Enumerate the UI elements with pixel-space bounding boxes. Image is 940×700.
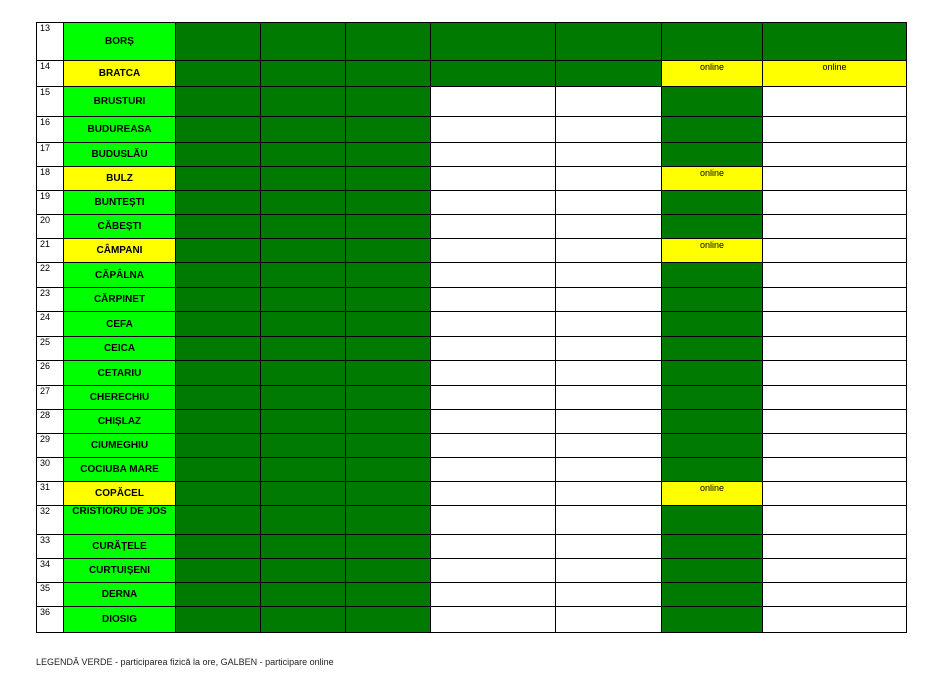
status-cell (556, 23, 662, 61)
online-label: online (699, 62, 725, 72)
status-cell (346, 215, 431, 239)
row-number: 33 (37, 535, 64, 559)
table-row (37, 361, 907, 386)
locality-name: DIOSIG (64, 607, 176, 633)
status-cell (261, 263, 346, 288)
status-cell (556, 263, 662, 288)
status-cell (346, 506, 431, 535)
status-cell (662, 410, 763, 434)
status-cell (176, 23, 261, 61)
table-row (37, 506, 907, 535)
locality-name: CEICA (64, 337, 176, 361)
status-cell (346, 361, 431, 386)
status-cell (346, 167, 431, 191)
online-label: online (699, 483, 725, 493)
status-cell (662, 337, 763, 361)
status-cell (346, 263, 431, 288)
status-cell (261, 23, 346, 61)
status-cell (556, 143, 662, 167)
status-cell (763, 87, 907, 117)
status-cell (176, 583, 261, 607)
status-cell (662, 23, 763, 61)
status-cell (556, 337, 662, 361)
status-cell (431, 386, 556, 410)
status-cell (431, 23, 556, 61)
status-cell (261, 312, 346, 337)
status-cell (176, 239, 261, 263)
status-cell (431, 482, 556, 506)
status-cell (261, 386, 346, 410)
legend-text: LEGENDĂ VERDE - participarea fizică la ore, GALBEN - participare online (36, 657, 334, 667)
status-cell (763, 167, 907, 191)
table-row (37, 288, 907, 312)
status-cell (763, 458, 907, 482)
status-cell (431, 506, 556, 535)
status-cell (556, 458, 662, 482)
status-cell (556, 167, 662, 191)
status-cell (662, 559, 763, 583)
status-cell (431, 167, 556, 191)
row-number: 32 (37, 506, 64, 535)
status-cell (346, 61, 431, 87)
locality-name: CĂRPINET (64, 288, 176, 312)
status-cell (556, 482, 662, 506)
locality-name: BUDUSLĂU (64, 143, 176, 167)
status-cell (556, 191, 662, 215)
status-cell (346, 410, 431, 434)
status-cell (763, 215, 907, 239)
status-cell (176, 312, 261, 337)
status-cell (662, 482, 763, 506)
status-cell (261, 337, 346, 361)
status-cell (431, 607, 556, 633)
status-cell (556, 61, 662, 87)
table-row (37, 143, 907, 167)
table-row (37, 434, 907, 458)
table-row (37, 263, 907, 288)
row-number: 18 (37, 167, 64, 191)
status-cell (662, 312, 763, 337)
online-label: online (699, 168, 725, 178)
status-cell (662, 87, 763, 117)
status-cell (763, 288, 907, 312)
table-row (37, 117, 907, 143)
status-cell (431, 117, 556, 143)
status-cell (431, 458, 556, 482)
status-cell (176, 167, 261, 191)
row-number: 31 (37, 482, 64, 506)
status-cell (261, 410, 346, 434)
status-cell (556, 434, 662, 458)
row-number: 36 (37, 607, 64, 633)
table-row (37, 61, 907, 87)
status-cell (176, 410, 261, 434)
status-cell (763, 361, 907, 386)
locality-name: CĂBEȘTI (64, 215, 176, 239)
status-cell (261, 61, 346, 87)
status-cell (662, 506, 763, 535)
status-cell (261, 434, 346, 458)
status-cell (176, 61, 261, 87)
status-cell (662, 215, 763, 239)
status-cell (763, 583, 907, 607)
row-number: 13 (37, 23, 64, 61)
status-cell (176, 434, 261, 458)
status-cell (662, 143, 763, 167)
row-number: 26 (37, 361, 64, 386)
status-cell (662, 361, 763, 386)
table-row (37, 337, 907, 361)
locality-name: BRUSTURI (64, 87, 176, 117)
table-row (37, 583, 907, 607)
locality-name: BRATCA (64, 61, 176, 87)
status-cell (763, 117, 907, 143)
table-row (37, 482, 907, 506)
locality-name: COPĂCEL (64, 482, 176, 506)
row-number: 30 (37, 458, 64, 482)
locality-name: BORȘ (64, 23, 176, 61)
status-cell (431, 215, 556, 239)
status-cell (176, 117, 261, 143)
status-cell (261, 583, 346, 607)
status-cell (662, 288, 763, 312)
row-number: 21 (37, 239, 64, 263)
status-cell (431, 239, 556, 263)
row-number: 23 (37, 288, 64, 312)
table-row (37, 239, 907, 263)
online-label: online (822, 62, 847, 72)
status-cell (431, 434, 556, 458)
status-cell (763, 337, 907, 361)
locality-name: CHERECHIU (64, 386, 176, 410)
status-cell (176, 535, 261, 559)
status-cell (431, 263, 556, 288)
status-cell (763, 410, 907, 434)
status-cell (556, 607, 662, 633)
status-cell (346, 535, 431, 559)
status-cell (662, 535, 763, 559)
status-cell (176, 215, 261, 239)
status-cell (261, 361, 346, 386)
status-cell (556, 506, 662, 535)
status-cell (176, 337, 261, 361)
table-row (37, 23, 907, 61)
locality-name: BUNTEȘTI (64, 191, 176, 215)
status-cell (556, 117, 662, 143)
status-cell (176, 143, 261, 167)
status-cell (556, 312, 662, 337)
status-cell (431, 191, 556, 215)
row-number: 22 (37, 263, 64, 288)
row-number: 20 (37, 215, 64, 239)
locality-name: DERNA (64, 583, 176, 607)
status-cell (261, 167, 346, 191)
status-cell (431, 361, 556, 386)
status-cell (763, 23, 907, 61)
status-cell (763, 482, 907, 506)
locality-name: CIUMEGHIU (64, 434, 176, 458)
status-cell (662, 386, 763, 410)
locality-name: CURTUIȘENI (64, 559, 176, 583)
locality-name: COCIUBA MARE (64, 458, 176, 482)
table-row (37, 386, 907, 410)
status-cell (662, 434, 763, 458)
table-row (37, 87, 907, 117)
status-cell (763, 191, 907, 215)
table-row (37, 458, 907, 482)
row-number: 35 (37, 583, 64, 607)
status-cell (556, 288, 662, 312)
locality-name: BULZ (64, 167, 176, 191)
status-cell (346, 239, 431, 263)
table-row (37, 535, 907, 559)
status-cell (176, 607, 261, 633)
status-cell (261, 143, 346, 167)
status-cell (662, 239, 763, 263)
status-cell (662, 263, 763, 288)
table-row (37, 312, 907, 337)
status-cell (261, 535, 346, 559)
status-cell (346, 559, 431, 583)
status-cell (346, 117, 431, 143)
status-cell (261, 288, 346, 312)
status-cell (261, 117, 346, 143)
attendance-table (36, 22, 907, 633)
status-cell (556, 215, 662, 239)
status-cell (763, 61, 907, 87)
row-number: 29 (37, 434, 64, 458)
locality-name: BUDUREASA (64, 117, 176, 143)
status-cell (556, 386, 662, 410)
status-cell (261, 458, 346, 482)
status-cell (662, 61, 763, 87)
status-cell (763, 607, 907, 633)
status-cell (556, 410, 662, 434)
status-cell (176, 263, 261, 288)
status-cell (662, 458, 763, 482)
status-cell (346, 482, 431, 506)
status-cell (346, 458, 431, 482)
row-number: 19 (37, 191, 64, 215)
row-number: 27 (37, 386, 64, 410)
status-cell (346, 386, 431, 410)
status-cell (176, 361, 261, 386)
status-cell (261, 215, 346, 239)
status-cell (763, 143, 907, 167)
status-cell (431, 87, 556, 117)
status-cell (556, 361, 662, 386)
status-cell (176, 386, 261, 410)
row-number: 34 (37, 559, 64, 583)
table-row (37, 215, 907, 239)
status-cell (176, 191, 261, 215)
status-cell (763, 434, 907, 458)
status-cell (763, 263, 907, 288)
status-cell (346, 583, 431, 607)
status-cell (261, 239, 346, 263)
status-cell (346, 607, 431, 633)
locality-name: CURĂȚELE (64, 535, 176, 559)
row-number: 14 (37, 61, 64, 87)
table-row (37, 410, 907, 434)
status-cell (662, 607, 763, 633)
attendance-table-body (37, 23, 907, 633)
status-cell (176, 458, 261, 482)
table-row (37, 191, 907, 215)
status-cell (556, 559, 662, 583)
status-cell (662, 583, 763, 607)
status-cell (556, 535, 662, 559)
locality-name: CEFA (64, 312, 176, 337)
status-cell (261, 482, 346, 506)
status-cell (346, 23, 431, 61)
row-number: 16 (37, 117, 64, 143)
status-cell (261, 607, 346, 633)
status-cell (431, 143, 556, 167)
status-cell (176, 506, 261, 535)
locality-name: CĂPÂLNA (64, 263, 176, 288)
row-number: 25 (37, 337, 64, 361)
status-cell (346, 143, 431, 167)
status-cell (431, 559, 556, 583)
status-cell (346, 312, 431, 337)
online-label: online (699, 240, 725, 250)
locality-name: CRISTIORU DE JOS (64, 506, 176, 535)
status-cell (176, 559, 261, 583)
status-cell (431, 312, 556, 337)
status-cell (763, 386, 907, 410)
status-cell (431, 410, 556, 434)
status-cell (176, 482, 261, 506)
status-cell (431, 288, 556, 312)
status-cell (261, 87, 346, 117)
table-row (37, 167, 907, 191)
status-cell (556, 87, 662, 117)
status-cell (346, 434, 431, 458)
status-cell (763, 506, 907, 535)
row-number: 28 (37, 410, 64, 434)
status-cell (346, 191, 431, 215)
row-number: 15 (37, 87, 64, 117)
status-cell (346, 337, 431, 361)
status-cell (346, 87, 431, 117)
status-cell (662, 167, 763, 191)
status-cell (662, 117, 763, 143)
status-cell (763, 239, 907, 263)
status-cell (261, 559, 346, 583)
status-cell (176, 87, 261, 117)
locality-name: CETARIU (64, 361, 176, 386)
locality-name: CÂMPANI (64, 239, 176, 263)
status-cell (556, 239, 662, 263)
status-cell (763, 559, 907, 583)
status-cell (556, 583, 662, 607)
status-cell (662, 191, 763, 215)
status-cell (261, 506, 346, 535)
status-cell (763, 535, 907, 559)
status-cell (763, 312, 907, 337)
table-row (37, 559, 907, 583)
status-cell (261, 191, 346, 215)
status-cell (176, 288, 261, 312)
row-number: 17 (37, 143, 64, 167)
row-number: 24 (37, 312, 64, 337)
status-cell (431, 535, 556, 559)
status-cell (431, 337, 556, 361)
status-cell (346, 288, 431, 312)
status-cell (431, 583, 556, 607)
status-cell (431, 61, 556, 87)
locality-name: CHIȘLAZ (64, 410, 176, 434)
table-row (37, 607, 907, 633)
